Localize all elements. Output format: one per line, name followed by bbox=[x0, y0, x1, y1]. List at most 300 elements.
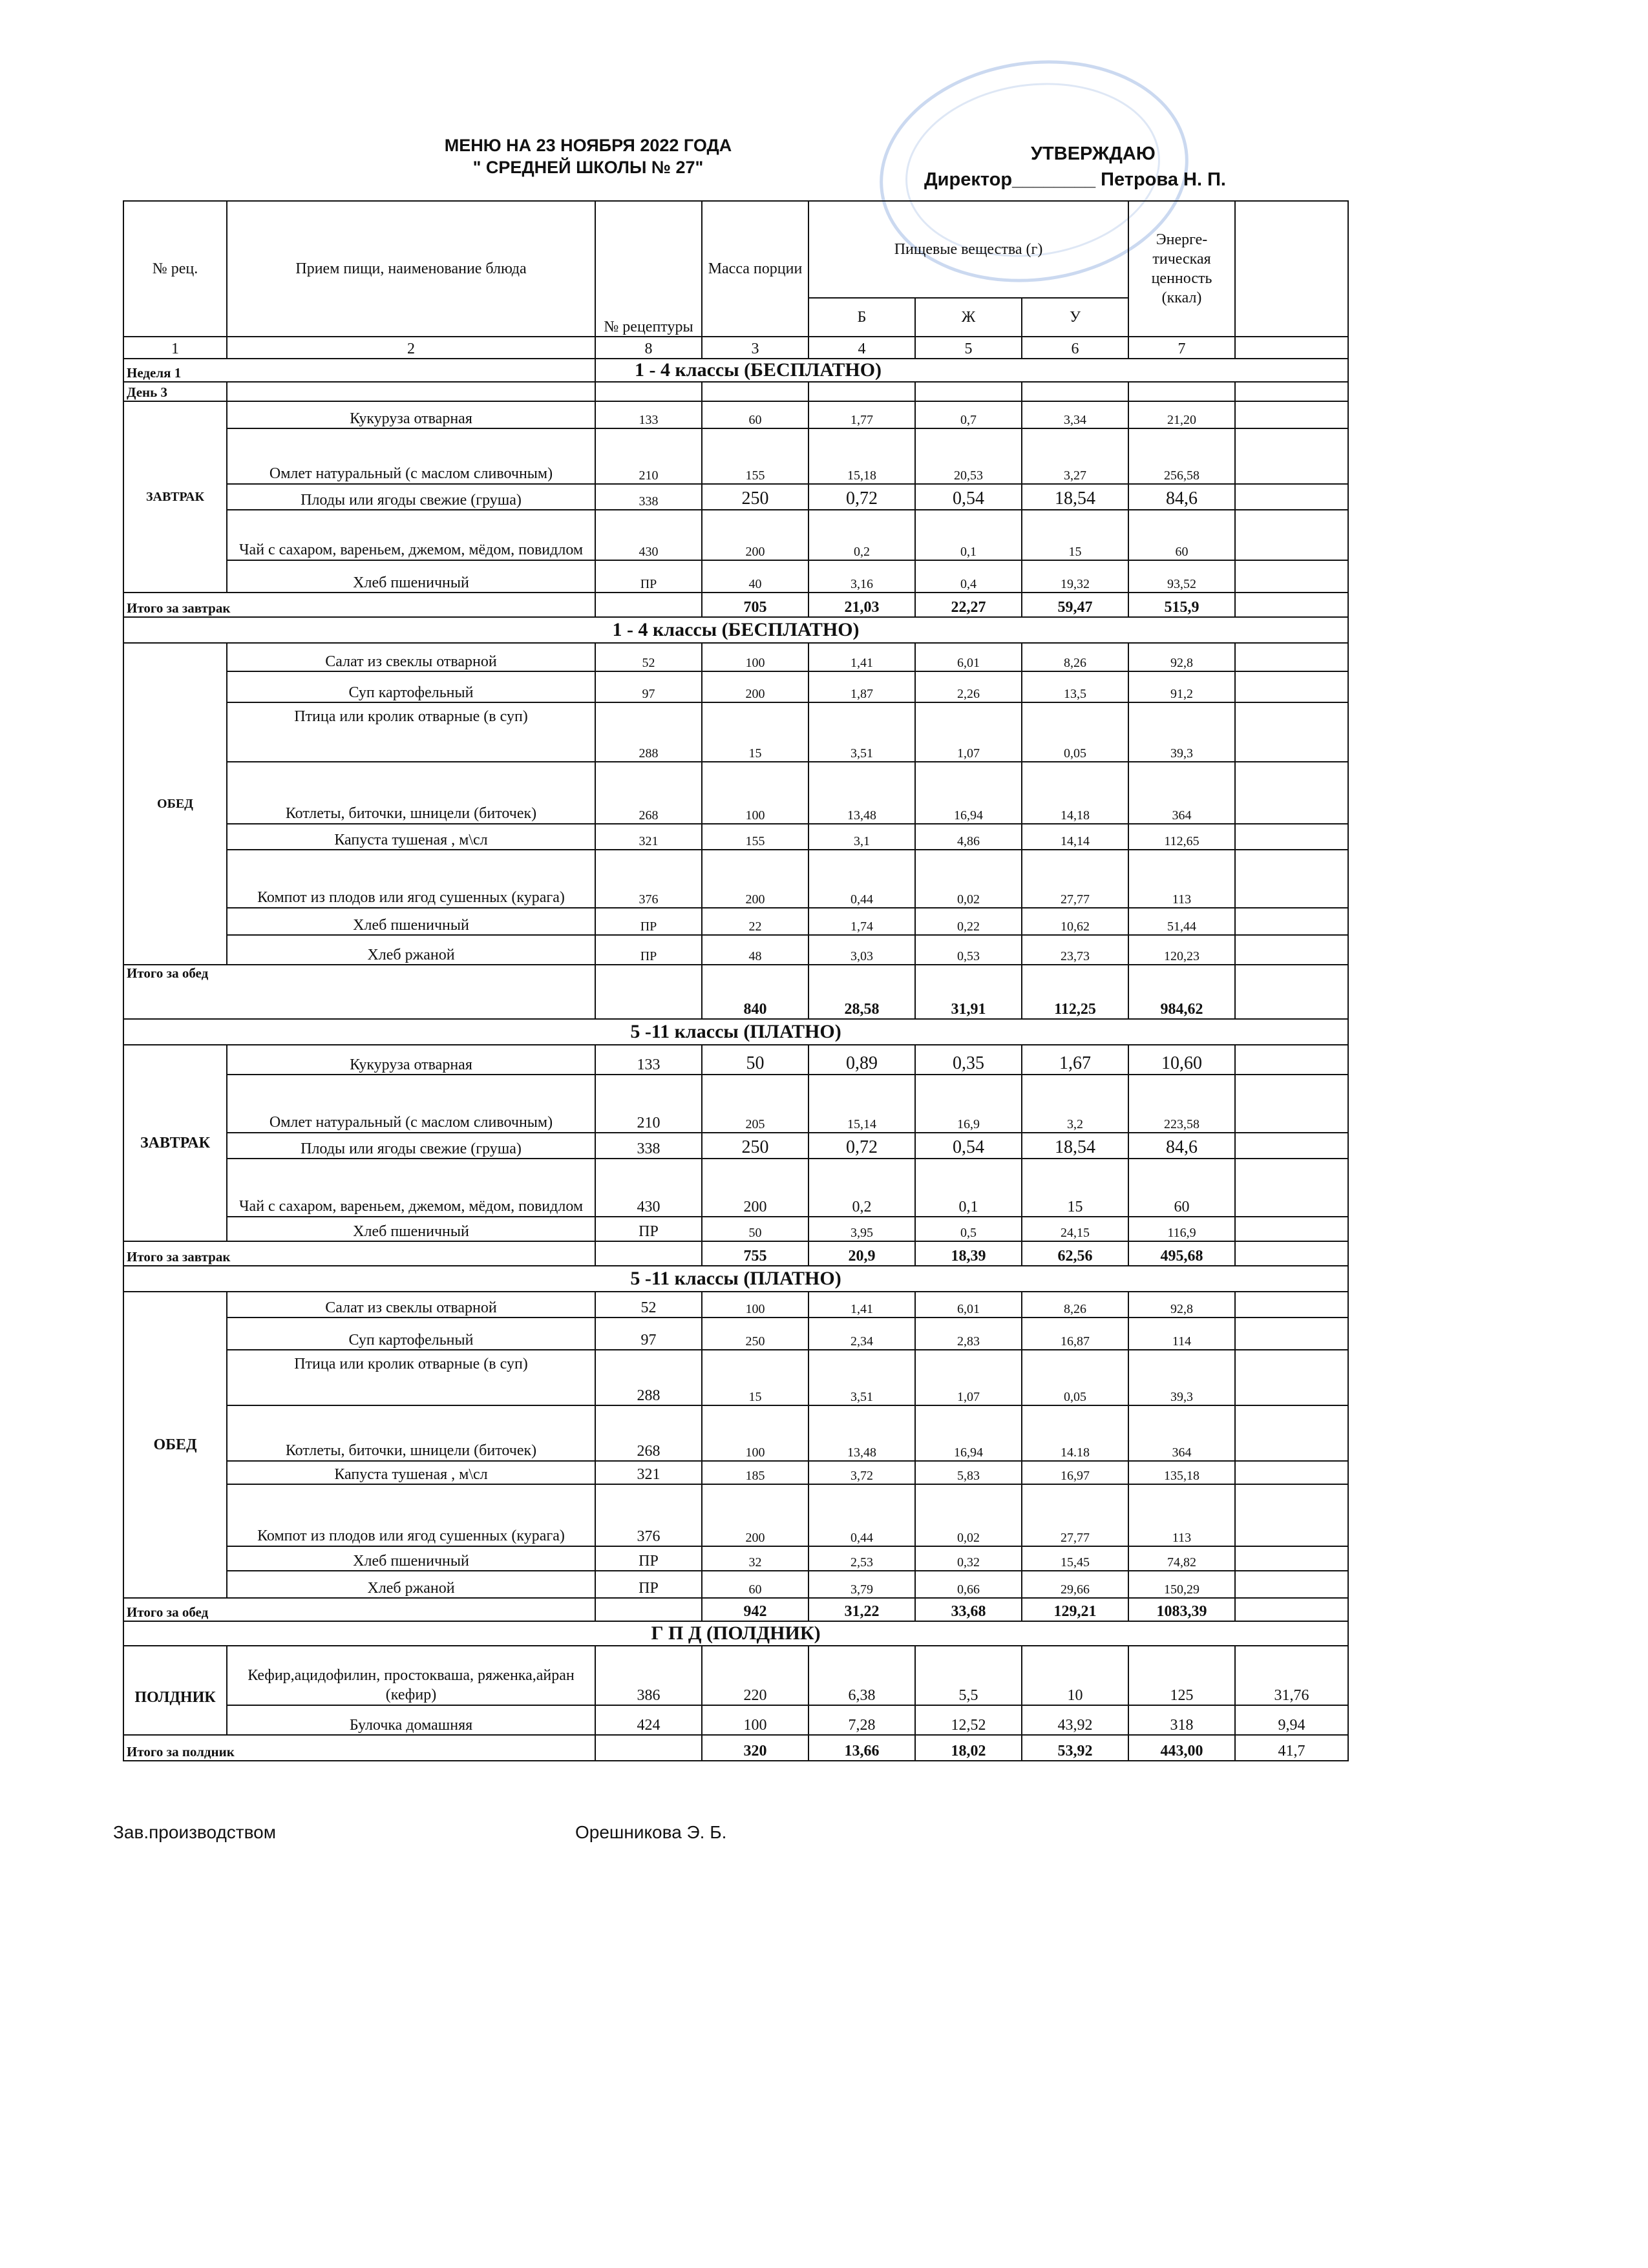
dish-name: Котлеты, биточки, шницели (биточек) bbox=[227, 762, 595, 824]
table-row bbox=[123, 1484, 1348, 1546]
fat-value: 0,66 bbox=[915, 1571, 1022, 1598]
protein-value: 13,48 bbox=[808, 762, 915, 824]
section-title-row bbox=[123, 1019, 1348, 1045]
extra-value bbox=[1235, 1159, 1348, 1217]
energy-value: 112,65 bbox=[1128, 824, 1235, 850]
carb-value: 13,5 bbox=[1022, 671, 1128, 702]
total-energy: 1083,39 bbox=[1128, 1598, 1235, 1621]
total-fat: 31,91 bbox=[915, 965, 1022, 1019]
protein-value: 7,28 bbox=[808, 1705, 915, 1735]
section-title: 1 - 4 классы (БЕСПЛАТНО) bbox=[123, 617, 1348, 643]
col-energy-header: Энерге-тическая ценность (ккал) bbox=[1128, 201, 1235, 337]
extra-value bbox=[1235, 643, 1348, 671]
portion-mass: 48 bbox=[702, 935, 808, 965]
fat-value: 16,9 bbox=[915, 1075, 1022, 1133]
portion-mass: 250 bbox=[702, 1318, 808, 1350]
extra-value bbox=[1235, 1571, 1348, 1598]
protein-value: 1,41 bbox=[808, 1292, 915, 1318]
recipe-number: 288 bbox=[595, 1350, 702, 1405]
extra-value bbox=[1235, 484, 1348, 510]
energy-value: 135,18 bbox=[1128, 1461, 1235, 1484]
fat-value: 1,07 bbox=[915, 1350, 1022, 1405]
dish-name: Капуста тушеная , м\сл bbox=[227, 1461, 595, 1484]
total-extra: 41,7 bbox=[1235, 1735, 1348, 1761]
section-title: 5 -11 классы (ПЛАТНО) bbox=[123, 1019, 1348, 1045]
dish-name: Салат из свеклы отварной bbox=[227, 643, 595, 671]
fat-value: 20,53 bbox=[915, 428, 1022, 484]
protein-value: 1,41 bbox=[808, 643, 915, 671]
fat-value: 0,53 bbox=[915, 935, 1022, 965]
section-title-row bbox=[123, 359, 1348, 382]
section-title: 5 -11 классы (ПЛАТНО) bbox=[123, 1266, 1348, 1292]
total-row bbox=[123, 1735, 1348, 1761]
dish-name: Хлеб ржаной bbox=[227, 935, 595, 965]
energy-value: 51,44 bbox=[1128, 908, 1235, 935]
carb-value: 0,05 bbox=[1022, 1350, 1128, 1405]
protein-value: 0,44 bbox=[808, 1484, 915, 1546]
extra-value bbox=[1235, 510, 1348, 560]
recipe-number: ПР bbox=[595, 1571, 702, 1598]
protein-value: 2,34 bbox=[808, 1318, 915, 1350]
footer-signatory: Орешникова Э. Б. bbox=[575, 1822, 727, 1842]
total-extra bbox=[1235, 593, 1348, 617]
dish-name: Хлеб пшеничный bbox=[227, 1217, 595, 1241]
total-protein: 20,9 bbox=[808, 1241, 915, 1266]
total-mass: 755 bbox=[702, 1241, 808, 1266]
dish-name: Салат из свеклы отварной bbox=[227, 1292, 595, 1318]
carb-value: 14,14 bbox=[1022, 824, 1128, 850]
table-row bbox=[123, 1159, 1348, 1217]
table-row bbox=[123, 702, 1348, 762]
recipe-number: 97 bbox=[595, 1318, 702, 1350]
protein-value: 0,2 bbox=[808, 1159, 915, 1217]
table-row bbox=[123, 1045, 1348, 1075]
fat-value: 0,02 bbox=[915, 850, 1022, 908]
section-title: Г П Д (ПОЛДНИК) bbox=[123, 1621, 1348, 1646]
protein-value: 1,87 bbox=[808, 671, 915, 702]
total-carb: 129,21 bbox=[1022, 1598, 1128, 1621]
table-row bbox=[123, 1318, 1348, 1350]
energy-value: 256,58 bbox=[1128, 428, 1235, 484]
col-index: 4 bbox=[808, 337, 915, 359]
total-energy: 515,9 bbox=[1128, 593, 1235, 617]
portion-mass: 185 bbox=[702, 1461, 808, 1484]
energy-value: 84,6 bbox=[1128, 484, 1235, 510]
carb-value: 29,66 bbox=[1022, 1571, 1128, 1598]
dish-name: Птица или кролик отварные (в суп) bbox=[227, 1350, 595, 1405]
fat-value: 0,7 bbox=[915, 401, 1022, 428]
carb-value: 3,34 bbox=[1022, 401, 1128, 428]
total-mass: 840 bbox=[702, 965, 808, 1019]
carb-value: 15 bbox=[1022, 510, 1128, 560]
dish-name: Чай с сахаром, вареньем, джемом, мёдом, повидлом bbox=[227, 510, 595, 560]
col-u-header: У bbox=[1022, 298, 1128, 337]
energy-value: 113 bbox=[1128, 850, 1235, 908]
total-extra bbox=[1235, 965, 1348, 1019]
table-row bbox=[123, 824, 1348, 850]
dish-name: Чай с сахаром, вареньем, джемом, мёдом, повидлом bbox=[227, 1159, 595, 1217]
recipe-number: ПР bbox=[595, 1546, 702, 1571]
recipe-number: 376 bbox=[595, 850, 702, 908]
fat-value: 2,26 bbox=[915, 671, 1022, 702]
recipe-number: 288 bbox=[595, 702, 702, 762]
menu-table bbox=[123, 200, 1349, 1761]
day-row bbox=[123, 382, 1348, 401]
approve-label: УТВЕРЖДАЮ bbox=[1031, 143, 1156, 164]
total-row bbox=[123, 593, 1348, 617]
table-row bbox=[123, 908, 1348, 935]
portion-mass: 32 bbox=[702, 1546, 808, 1571]
carb-value: 16,97 bbox=[1022, 1461, 1128, 1484]
carb-value: 24,15 bbox=[1022, 1217, 1128, 1241]
total-mass: 320 bbox=[702, 1735, 808, 1761]
table-header-row bbox=[123, 201, 1348, 298]
carb-value: 23,73 bbox=[1022, 935, 1128, 965]
total-carb: 59,47 bbox=[1022, 593, 1128, 617]
extra-value bbox=[1235, 1405, 1348, 1461]
carb-value: 43,92 bbox=[1022, 1705, 1128, 1735]
table-row bbox=[123, 1546, 1348, 1571]
page-title bbox=[362, 134, 814, 178]
energy-value: 150,29 bbox=[1128, 1571, 1235, 1598]
dish-name: Булочка домашняя bbox=[227, 1705, 595, 1735]
meal-label: ПОЛДНИК bbox=[123, 1646, 227, 1735]
col-num-header: № рец. bbox=[123, 201, 227, 337]
total-fat: 33,68 bbox=[915, 1598, 1022, 1621]
portion-mass: 100 bbox=[702, 1705, 808, 1735]
protein-value: 1,74 bbox=[808, 908, 915, 935]
portion-mass: 155 bbox=[702, 824, 808, 850]
total-mass: 942 bbox=[702, 1598, 808, 1621]
portion-mass: 200 bbox=[702, 850, 808, 908]
col-recipe-header: № рецептуры bbox=[595, 201, 702, 337]
col-b-header: Б bbox=[808, 298, 915, 337]
recipe-number: 97 bbox=[595, 671, 702, 702]
recipe-number: 210 bbox=[595, 428, 702, 484]
portion-mass: 200 bbox=[702, 671, 808, 702]
portion-mass: 22 bbox=[702, 908, 808, 935]
total-label: Итого за завтрак bbox=[123, 1241, 595, 1266]
recipe-number: 52 bbox=[595, 643, 702, 671]
carb-value: 15,45 bbox=[1022, 1546, 1128, 1571]
extra-value bbox=[1235, 671, 1348, 702]
fat-value: 6,01 bbox=[915, 643, 1022, 671]
extra-value: 31,76 bbox=[1235, 1646, 1348, 1705]
col-name-header: Прием пищи, наименование блюда bbox=[227, 201, 595, 337]
energy-value: 60 bbox=[1128, 510, 1235, 560]
col-index: 7 bbox=[1128, 337, 1235, 359]
energy-value: 39,3 bbox=[1128, 702, 1235, 762]
table-row bbox=[123, 401, 1348, 428]
fat-value: 2,83 bbox=[915, 1318, 1022, 1350]
dish-name: Кукуруза отварная bbox=[227, 1045, 595, 1075]
energy-value: 60 bbox=[1128, 1159, 1235, 1217]
recipe-number: 52 bbox=[595, 1292, 702, 1318]
protein-value: 1,77 bbox=[808, 401, 915, 428]
recipe-number: 321 bbox=[595, 824, 702, 850]
portion-mass: 200 bbox=[702, 1484, 808, 1546]
energy-value: 364 bbox=[1128, 1405, 1235, 1461]
carb-value: 10 bbox=[1022, 1646, 1128, 1705]
energy-value: 39,3 bbox=[1128, 1350, 1235, 1405]
table-row bbox=[123, 1075, 1348, 1133]
portion-mass: 250 bbox=[702, 484, 808, 510]
fat-value: 5,5 bbox=[915, 1646, 1022, 1705]
protein-value: 0,89 bbox=[808, 1045, 915, 1075]
extra-value bbox=[1235, 1546, 1348, 1571]
total-fat: 18,39 bbox=[915, 1241, 1022, 1266]
recipe-number: 338 bbox=[595, 1133, 702, 1159]
carb-value: 19,32 bbox=[1022, 560, 1128, 593]
carb-value: 14.18 bbox=[1022, 1405, 1128, 1461]
protein-value: 0,72 bbox=[808, 484, 915, 510]
recipe-number: 321 bbox=[595, 1461, 702, 1484]
protein-value: 3,16 bbox=[808, 560, 915, 593]
title-line-2: " СРЕДНЕЙ ШКОЛЫ № 27" bbox=[472, 158, 704, 177]
total-row bbox=[123, 1241, 1348, 1266]
protein-value: 3,1 bbox=[808, 824, 915, 850]
meal-label: ОБЕД bbox=[123, 643, 227, 965]
protein-value: 0,72 bbox=[808, 1133, 915, 1159]
carb-value: 16,87 bbox=[1022, 1318, 1128, 1350]
meal-label: ЗАВТРАК bbox=[123, 1045, 227, 1241]
section-title-row bbox=[123, 617, 1348, 643]
extra-value bbox=[1235, 908, 1348, 935]
recipe-number: ПР bbox=[595, 908, 702, 935]
carb-value: 18,54 bbox=[1022, 484, 1128, 510]
carb-value: 14,18 bbox=[1022, 762, 1128, 824]
meal-label: ЗАВТРАК bbox=[123, 401, 227, 593]
total-extra bbox=[1235, 1598, 1348, 1621]
protein-value: 0,44 bbox=[808, 850, 915, 908]
table-row bbox=[123, 510, 1348, 560]
dish-name: Омлет натуральный (с маслом сливочным) bbox=[227, 1075, 595, 1133]
col-index: 2 bbox=[227, 337, 595, 359]
extra-value bbox=[1235, 935, 1348, 965]
table-row bbox=[123, 762, 1348, 824]
total-label: Итого за обед bbox=[123, 1598, 595, 1621]
portion-mass: 15 bbox=[702, 702, 808, 762]
col-nutrients-header: Пищевые вещества (г) bbox=[808, 201, 1128, 298]
fat-value: 12,52 bbox=[915, 1705, 1022, 1735]
protein-value: 3,03 bbox=[808, 935, 915, 965]
portion-mass: 40 bbox=[702, 560, 808, 593]
table-row bbox=[123, 850, 1348, 908]
col-zh-header: Ж bbox=[915, 298, 1022, 337]
fat-value: 0,32 bbox=[915, 1546, 1022, 1571]
table-row bbox=[123, 1217, 1348, 1241]
fat-value: 6,01 bbox=[915, 1292, 1022, 1318]
dish-name: Компот из плодов или ягод сушенных (курага) bbox=[227, 1484, 595, 1546]
extra-value: 9,94 bbox=[1235, 1705, 1348, 1735]
total-protein: 28,58 bbox=[808, 965, 915, 1019]
energy-value: 92,8 bbox=[1128, 1292, 1235, 1318]
portion-mass: 100 bbox=[702, 643, 808, 671]
total-label: Итого за обед bbox=[123, 965, 595, 1019]
table-row bbox=[123, 643, 1348, 671]
extra-value bbox=[1235, 1350, 1348, 1405]
recipe-number: 386 bbox=[595, 1646, 702, 1705]
protein-value: 13,48 bbox=[808, 1405, 915, 1461]
portion-mass: 60 bbox=[702, 1571, 808, 1598]
energy-value: 125 bbox=[1128, 1646, 1235, 1705]
recipe-number: ПР bbox=[595, 935, 702, 965]
portion-mass: 100 bbox=[702, 1292, 808, 1318]
recipe-number: ПР bbox=[595, 560, 702, 593]
portion-mass: 250 bbox=[702, 1133, 808, 1159]
total-fat: 18,02 bbox=[915, 1735, 1022, 1761]
dish-name: Кукуруза отварная bbox=[227, 401, 595, 428]
total-energy: 495,68 bbox=[1128, 1241, 1235, 1266]
recipe-number: 430 bbox=[595, 1159, 702, 1217]
fat-value: 0,35 bbox=[915, 1045, 1022, 1075]
energy-value: 114 bbox=[1128, 1318, 1235, 1350]
extra-value bbox=[1235, 1075, 1348, 1133]
fat-value: 16,94 bbox=[915, 1405, 1022, 1461]
recipe-number: 430 bbox=[595, 510, 702, 560]
portion-mass: 60 bbox=[702, 401, 808, 428]
table-row bbox=[123, 428, 1348, 484]
carb-value: 8,26 bbox=[1022, 643, 1128, 671]
energy-value: 74,82 bbox=[1128, 1546, 1235, 1571]
total-energy: 984,62 bbox=[1128, 965, 1235, 1019]
total-fat: 22,27 bbox=[915, 593, 1022, 617]
extra-value bbox=[1235, 1318, 1348, 1350]
portion-mass: 220 bbox=[702, 1646, 808, 1705]
director-signature-line: Директор________ Петрова Н. П. bbox=[924, 169, 1226, 190]
carb-value: 8,26 bbox=[1022, 1292, 1128, 1318]
total-carb: 53,92 bbox=[1022, 1735, 1128, 1761]
total-mass: 705 bbox=[702, 593, 808, 617]
recipe-number: ПР bbox=[595, 1217, 702, 1241]
section-title: 1 - 4 классы (БЕСПЛАТНО) bbox=[595, 359, 1348, 382]
column-index-row bbox=[123, 337, 1348, 359]
portion-mass: 100 bbox=[702, 762, 808, 824]
extra-value bbox=[1235, 428, 1348, 484]
fat-value: 16,94 bbox=[915, 762, 1022, 824]
protein-value: 2,53 bbox=[808, 1546, 915, 1571]
dish-name: Компот из плодов или ягод сушенных (курага) bbox=[227, 850, 595, 908]
col-index: 1 bbox=[123, 337, 227, 359]
extra-value bbox=[1235, 1484, 1348, 1546]
recipe-number: 133 bbox=[595, 401, 702, 428]
col-index: 6 bbox=[1022, 337, 1128, 359]
extra-value bbox=[1235, 1292, 1348, 1318]
dish-name: Плоды или ягоды свежие (груша) bbox=[227, 484, 595, 510]
total-label: Итого за полдник bbox=[123, 1735, 595, 1761]
fat-value: 0,22 bbox=[915, 908, 1022, 935]
portion-mass: 100 bbox=[702, 1405, 808, 1461]
fat-value: 0,02 bbox=[915, 1484, 1022, 1546]
extra-value bbox=[1235, 1045, 1348, 1075]
protein-value: 3,72 bbox=[808, 1461, 915, 1484]
protein-value: 3,79 bbox=[808, 1571, 915, 1598]
dish-name: Омлет натуральный (с маслом сливочным) bbox=[227, 428, 595, 484]
fat-value: 0,1 bbox=[915, 1159, 1022, 1217]
protein-value: 6,38 bbox=[808, 1646, 915, 1705]
fat-value: 4,86 bbox=[915, 824, 1022, 850]
table-row bbox=[123, 484, 1348, 510]
protein-value: 15,14 bbox=[808, 1075, 915, 1133]
energy-value: 93,52 bbox=[1128, 560, 1235, 593]
energy-value: 21,20 bbox=[1128, 401, 1235, 428]
protein-value: 3,95 bbox=[808, 1217, 915, 1241]
table-row bbox=[123, 935, 1348, 965]
portion-mass: 200 bbox=[702, 1159, 808, 1217]
table-row bbox=[123, 1646, 1348, 1705]
footer-role: Зав.производством bbox=[113, 1822, 276, 1842]
portion-mass: 155 bbox=[702, 428, 808, 484]
extra-value bbox=[1235, 1461, 1348, 1484]
recipe-number: 338 bbox=[595, 484, 702, 510]
dish-name: Капуста тушеная , м\сл bbox=[227, 824, 595, 850]
carb-value: 27,77 bbox=[1022, 850, 1128, 908]
recipe-number: 376 bbox=[595, 1484, 702, 1546]
col-index: 8 bbox=[595, 337, 702, 359]
carb-value: 0,05 bbox=[1022, 702, 1128, 762]
total-extra bbox=[1235, 1241, 1348, 1266]
total-carb: 62,56 bbox=[1022, 1241, 1128, 1266]
table-row bbox=[123, 1461, 1348, 1484]
protein-value: 15,18 bbox=[808, 428, 915, 484]
total-protein: 31,22 bbox=[808, 1598, 915, 1621]
dish-name: Котлеты, биточки, шницели (биточек) bbox=[227, 1405, 595, 1461]
fat-value: 1,07 bbox=[915, 702, 1022, 762]
fat-value: 0,5 bbox=[915, 1217, 1022, 1241]
col-index: 3 bbox=[702, 337, 808, 359]
extra-value bbox=[1235, 762, 1348, 824]
carb-value: 18,54 bbox=[1022, 1133, 1128, 1159]
extra-value bbox=[1235, 850, 1348, 908]
section-title-row bbox=[123, 1266, 1348, 1292]
extra-value bbox=[1235, 1217, 1348, 1241]
protein-value: 0,2 bbox=[808, 510, 915, 560]
carb-value: 10,62 bbox=[1022, 908, 1128, 935]
carb-value: 3,2 bbox=[1022, 1075, 1128, 1133]
recipe-number: 268 bbox=[595, 1405, 702, 1461]
portion-mass: 50 bbox=[702, 1045, 808, 1075]
portion-mass: 205 bbox=[702, 1075, 808, 1133]
table-row bbox=[123, 1292, 1348, 1318]
extra-value bbox=[1235, 824, 1348, 850]
recipe-number: 133 bbox=[595, 1045, 702, 1075]
total-protein: 13,66 bbox=[808, 1735, 915, 1761]
table-row bbox=[123, 560, 1348, 593]
dish-name: Хлеб пшеничный bbox=[227, 1546, 595, 1571]
energy-value: 223,58 bbox=[1128, 1075, 1235, 1133]
dish-name: Птица или кролик отварные (в суп) bbox=[227, 702, 595, 762]
total-label: Итого за завтрак bbox=[123, 593, 595, 617]
table-row bbox=[123, 1705, 1348, 1735]
day-label: День 3 bbox=[123, 382, 227, 401]
dish-name: Суп картофельный bbox=[227, 1318, 595, 1350]
dish-name: Плоды или ягоды свежие (груша) bbox=[227, 1133, 595, 1159]
col-extra-header bbox=[1235, 201, 1348, 337]
energy-value: 120,23 bbox=[1128, 935, 1235, 965]
extra-value bbox=[1235, 401, 1348, 428]
fat-value: 5,83 bbox=[915, 1461, 1022, 1484]
dish-name: Кефир,ацидофилин, простокваша, ряженка,айран (кефир) bbox=[227, 1646, 595, 1705]
carb-value: 1,67 bbox=[1022, 1045, 1128, 1075]
table-row bbox=[123, 1405, 1348, 1461]
carb-value: 3,27 bbox=[1022, 428, 1128, 484]
col-mass-header: Масса порции bbox=[702, 201, 808, 337]
energy-value: 318 bbox=[1128, 1705, 1235, 1735]
energy-value: 364 bbox=[1128, 762, 1235, 824]
dish-name: Суп картофельный bbox=[227, 671, 595, 702]
fat-value: 0,1 bbox=[915, 510, 1022, 560]
recipe-number: 424 bbox=[595, 1705, 702, 1735]
